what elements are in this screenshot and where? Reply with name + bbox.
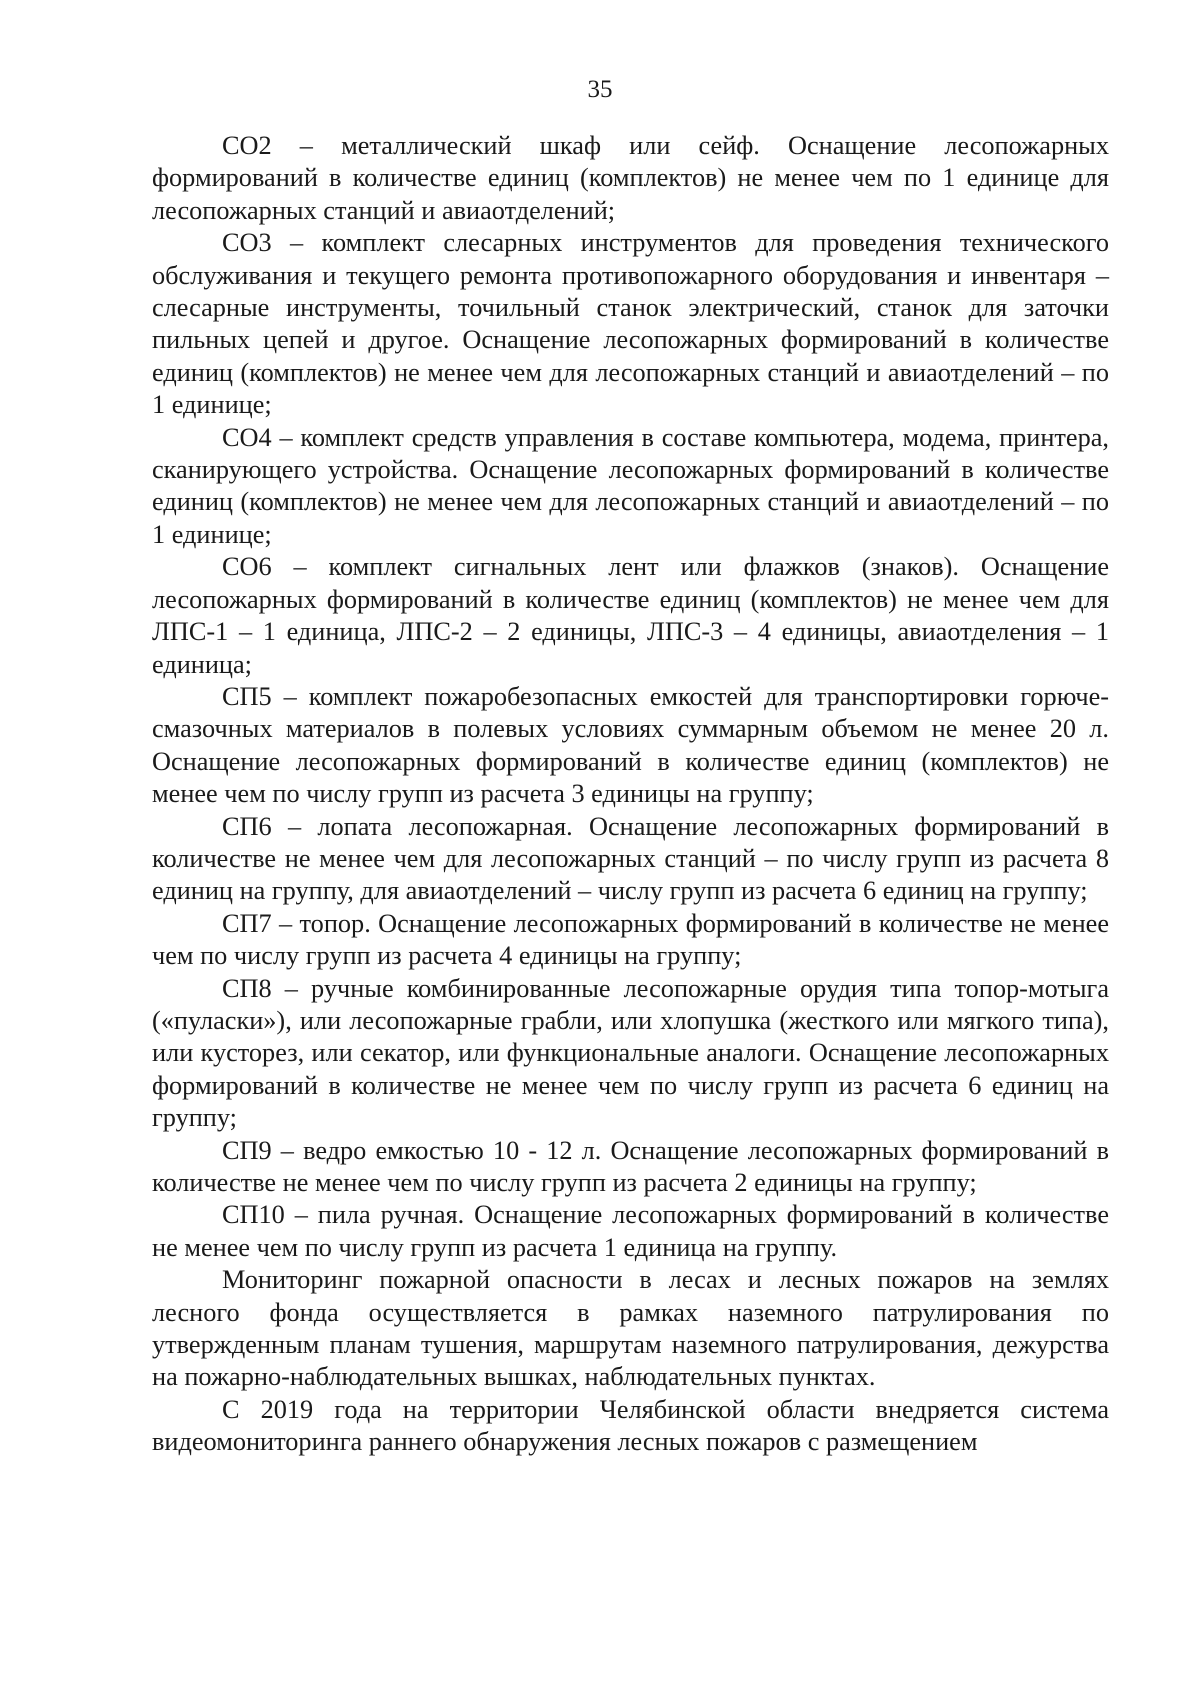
paragraph-sp7: СП7 – топор. Оснащение лесопожарных формирований в количестве не менее чем по числу групп из расчета 4 единицы на группу;	[152, 908, 1109, 971]
document-body	[152, 130, 1109, 1459]
paragraph-sp5: СП5 – комплект пожаробезопасных емкостей для транспортировки горюче-смазочных материалов в полевых условиях суммарным объемом не менее 20 л. Оснащение лесопожарных формирований в количестве единиц (комплектов) не менее чем по числу групп из расчета 3 единицы на группу;	[152, 681, 1109, 809]
paragraph-sp10: СП10 – пила ручная. Оснащение лесопожарных формирований в количестве не менее чем по числу групп из расчета 1 единица на группу.	[152, 1200, 1109, 1262]
paragraph-so4: СО4 – комплект средств управления в составе компьютера, модема, принтера, сканирующего устройства. Оснащение лесопожарных формирований в количестве единиц (комплектов) не менее чем для лесопожарных станций и авиаотделений – по 1 единице;	[152, 422, 1109, 549]
paragraph-video-monitoring: С 2019 года на территории Челябинской области внедряется система видеомониторинга раннего обнаружения лесных пожаров с размещением	[152, 1394, 1109, 1457]
paragraph-sp8: СП8 – ручные комбинированные лесопожарные орудия типа топор-мотыга («пуласки»), или лесопожарные грабли, или хлопушка (жесткого или мягкого типа), или кусторез, или секатор, или функциональные аналоги. Оснащение лесопожарных формирований в количестве не менее чем по числу групп из расчета 6 единиц на группу;	[152, 973, 1109, 1133]
page-number: 35	[587, 76, 613, 103]
paragraph-so3: СО3 – комплект слесарных инструментов для проведения технического обслуживания и текущего ремонта противопожарного оборудования и инвентаря – слесарные инструменты, точильный станок электрический, станок для заточки пильных цепей и другое. Оснащение лесопожарных формирований в количестве единиц (комплектов) не менее чем для лесопожарных станций и авиаотделений – по 1 единице;	[152, 228, 1109, 420]
paragraph-sp9: СП9 – ведро емкостью 10 - 12 л. Оснащение лесопожарных формирований в количестве не менее чем по числу групп из расчета 2 единицы на группу;	[152, 1135, 1109, 1197]
paragraph-monitoring: Мониторинг пожарной опасности в лесах и лесных пожаров на землях лесного фонда осуществляется в рамках наземного патрулирования по утвержденным планам тушения, маршрутам наземного патрулирования, дежурства на пожарно-наблюдательных вышках, наблюдательных пунктах.	[152, 1265, 1109, 1392]
paragraph-sp6: СП6 – лопата лесопожарная. Оснащение лесопожарных формирований в количестве не менее чем для лесопожарных станций – по числу групп из расчета 8 единиц на группу, для авиаотделений – числу групп из расчета 6 единиц на группу;	[152, 811, 1109, 906]
paragraph-so6: СО6 – комплект сигнальных лент или флажков (знаков). Оснащение лесопожарных формирований в количестве единиц (комплектов) не менее чем для ЛПС-1 – 1 единица, ЛПС-2 – 2 единицы, ЛПС-3 – 4 единицы, авиаотделения – 1 единица;	[152, 552, 1109, 679]
paragraph-so2: СО2 – металлический шкаф или сейф. Оснащение лесопожарных формирований в количестве единиц (комплектов) не менее чем по 1 единице для лесопожарных станций и авиаотделений;	[152, 131, 1109, 225]
